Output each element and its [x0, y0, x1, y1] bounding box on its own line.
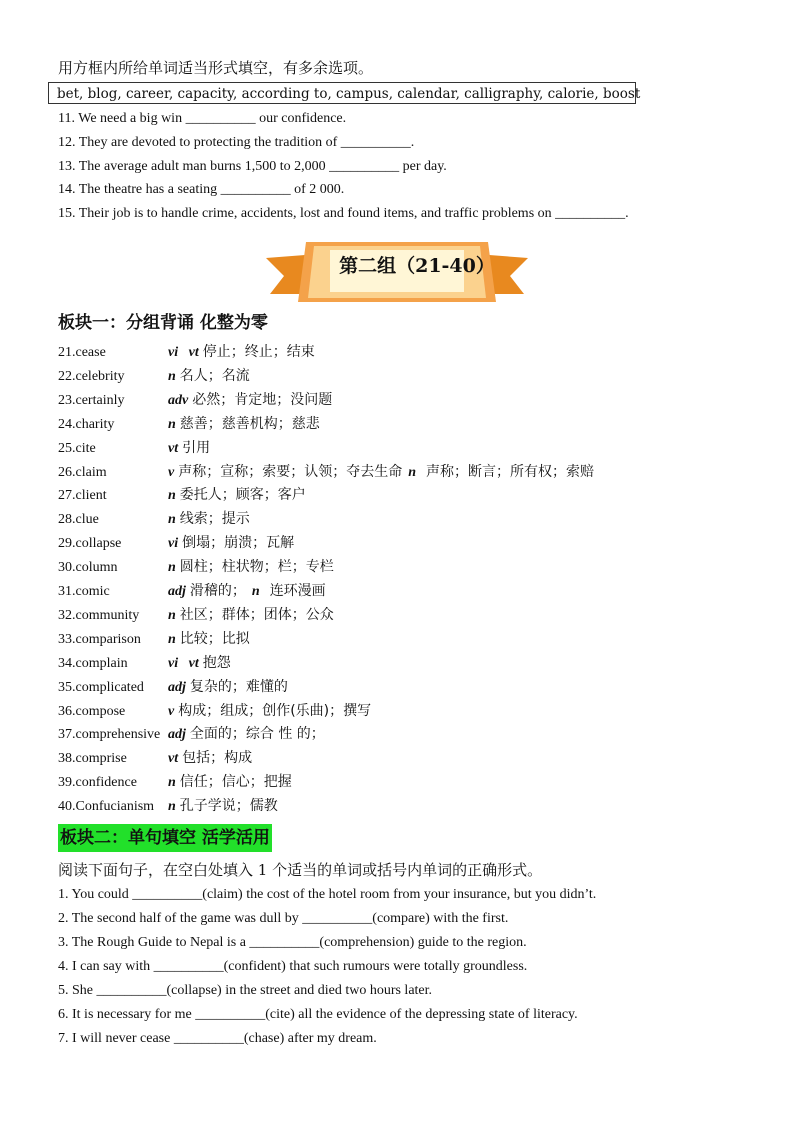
vocab-entry: [58, 462, 594, 483]
vocab-entry: [58, 605, 334, 626]
vocab-meaning: 声称；宣称；索要；认领；夺去生命: [178, 463, 403, 480]
vocab-entry: [58, 701, 371, 722]
vocab-meaning: 名人；名流: [179, 367, 250, 384]
vocab-word: 31.comic: [58, 584, 110, 599]
vocab-part-of-speech: n: [168, 607, 176, 623]
vocab-entry: [58, 581, 326, 602]
vocab-meaning: 包括；构成: [182, 750, 253, 767]
vocab-meaning: 孔子学说；儒教: [179, 798, 278, 815]
vocab-entry: [58, 724, 325, 745]
vocab-word: 36.compose: [58, 703, 126, 719]
vocab-meaning-2: 连环漫画: [269, 583, 326, 599]
vocab-entry: [58, 677, 288, 698]
vocab-entry: [58, 438, 210, 459]
fill-sentence-14: 14. The theatre has a seating __________ of 2 000.: [58, 182, 345, 197]
vocab-word: 39.confidence: [58, 775, 137, 791]
vocab-entry: [58, 629, 250, 650]
vocab-meaning: 慈善；慈善机构；慈悲: [179, 415, 320, 432]
vocab-meaning: 圆柱；柱状物；栏；专栏: [179, 559, 334, 576]
vocab-part-of-speech: adj: [168, 584, 186, 599]
vocab-meaning: 构成；组成；创作(乐曲)；撰写: [178, 702, 372, 719]
vocab-part-of-speech: n: [168, 368, 176, 384]
group-banner-title: 第二组（21-40）: [339, 255, 495, 277]
vocab-meaning: 停止；终止；结束: [202, 344, 315, 360]
vocab-part-of-speech: n: [168, 488, 176, 504]
vocab-entry: [58, 485, 306, 506]
vocab-entry: [58, 366, 250, 387]
vocab-word: 26.claim: [58, 464, 107, 480]
vocab-meaning-2: 声称；断言；所有权；索赔: [426, 463, 595, 480]
vocab-word: 22.celebrity: [58, 368, 125, 384]
practice-sentence-3: 3. The Rough Guide to Nepal is a __________(comprehension) guide to the region.: [58, 935, 527, 950]
vocab-word: 29.collapse: [58, 536, 122, 552]
vocab-part-of-speech: vt: [168, 751, 179, 767]
fill-sentence-12: 12. They are devoted to protecting the tradition of __________.: [58, 135, 415, 150]
vocab-word: 25.cite: [58, 440, 96, 456]
vocab-word: 35.complicated: [58, 679, 144, 695]
vocab-meaning: 滑稽的；: [189, 583, 246, 599]
vocab-part-of-speech: n: [168, 631, 176, 647]
practice-sentence-1: 1. You could __________(claim) the cost of the hotel room from your insurance, but you didn’t.: [58, 887, 597, 902]
vocab-part-of-speech: n: [168, 775, 176, 791]
vocab-word: 33.comparison: [58, 631, 141, 647]
vocab-part-of-speech: v: [168, 464, 175, 480]
vocab-entry: [58, 653, 231, 674]
vocab-entry: [58, 509, 250, 530]
vocab-part-of-speech: adj: [168, 679, 186, 695]
vocab-meaning: 信任；信心；把握: [179, 774, 292, 791]
vocab-entry: [58, 557, 334, 578]
vocab-part-of-speech: v: [168, 703, 175, 719]
vocab-entry: [58, 342, 315, 363]
section-1-title: 板块一：分组背诵 化整为零: [58, 313, 268, 333]
vocab-meaning: 全面的；综合 性 的；: [189, 726, 325, 743]
vocab-meaning: 线索；提示: [179, 511, 250, 528]
vocab-part-of-speech: vi vt: [168, 345, 199, 360]
vocab-part-of-speech-2: n: [251, 584, 260, 599]
vocab-part-of-speech: vi: [168, 536, 179, 552]
vocab-word: 32.community: [58, 607, 140, 623]
vocab-part-of-speech: n: [168, 416, 176, 432]
vocab-entry: [58, 533, 294, 554]
vocab-word: 30.column: [58, 560, 118, 576]
vocab-meaning: 社区；群体；团体；公众: [179, 606, 334, 623]
vocab-word: 34.complain: [58, 655, 128, 671]
practice-sentence-7: 7. I will never cease __________(chase) after my dream.: [58, 1031, 377, 1046]
vocab-part-of-speech: n: [168, 512, 176, 528]
vocab-word: 24.charity: [58, 416, 115, 432]
practice-sentence-4: 4. I can say with __________(confident) that such rumours were totally groundless.: [58, 959, 528, 974]
vocab-word: 27.client: [58, 488, 107, 504]
fill-sentence-11: 11. We need a big win __________ our confidence.: [58, 111, 347, 126]
vocab-entry: [58, 796, 278, 817]
section-2-title: 板块二：单句填空 活学活用: [58, 824, 272, 852]
vocab-part-of-speech: adv: [168, 392, 189, 408]
vocab-meaning: 引用: [182, 439, 211, 456]
vocab-entry: [58, 390, 332, 411]
vocab-entry: [58, 772, 292, 793]
vocab-part-of-speech-2: n: [408, 464, 417, 480]
fill-sentence-15: 15. Their job is to handle crime, accidents, lost and found items, and traffic problems on __________.: [58, 206, 629, 221]
fill-sentence-13: 13. The average adult man burns 1,500 to 2,000 __________ per day.: [58, 159, 447, 174]
vocab-meaning: 比较；比拟: [179, 630, 250, 647]
vocab-word: 23.certainly: [58, 392, 125, 408]
vocab-word: 21.cease: [58, 345, 106, 360]
practice-sentence-5: 5. She __________(collapse) in the street and died two hours later.: [58, 983, 433, 998]
vocab-part-of-speech: n: [168, 560, 176, 576]
vocab-meaning: 抱怨: [202, 654, 231, 671]
exercise-instruction: 用方框内所给单词适当形式填空，有多余选项。: [58, 59, 374, 77]
vocab-entry: [58, 748, 252, 769]
vocab-meaning: 委托人；顾客；客户: [179, 487, 306, 504]
vocab-word: 40.Confucianism: [58, 799, 155, 815]
vocab-word: 37.comprehensive: [58, 727, 161, 743]
vocab-entry: [58, 414, 320, 435]
vocab-meaning: 复杂的；难懂的: [189, 678, 288, 695]
vocab-part-of-speech: vt: [168, 440, 179, 456]
section-2-instruction: 阅读下面句子，在空白处填入 1 个适当的单词或括号内单词的正确形式。: [58, 861, 543, 879]
practice-sentence-6: 6. It is necessary for me __________(cite) all the evidence of the depressing state of literacy.: [58, 1007, 578, 1022]
word-box: bet, blog, career, capacity, according to, campus, calendar, calligraphy, calorie, boost: [48, 82, 636, 104]
vocab-meaning: 必然；肯定地；没问题: [192, 391, 333, 408]
vocab-part-of-speech: n: [168, 799, 176, 815]
vocab-meaning: 倒塌；崩溃；瓦解: [182, 535, 295, 552]
vocab-part-of-speech: adj: [168, 727, 186, 743]
vocab-word: 28.clue: [58, 512, 99, 528]
vocab-word: 38.comprise: [58, 751, 127, 767]
practice-sentence-2: 2. The second half of the game was dull by __________(compare) with the first.: [58, 911, 509, 926]
vocab-part-of-speech: vi vt: [168, 655, 199, 671]
